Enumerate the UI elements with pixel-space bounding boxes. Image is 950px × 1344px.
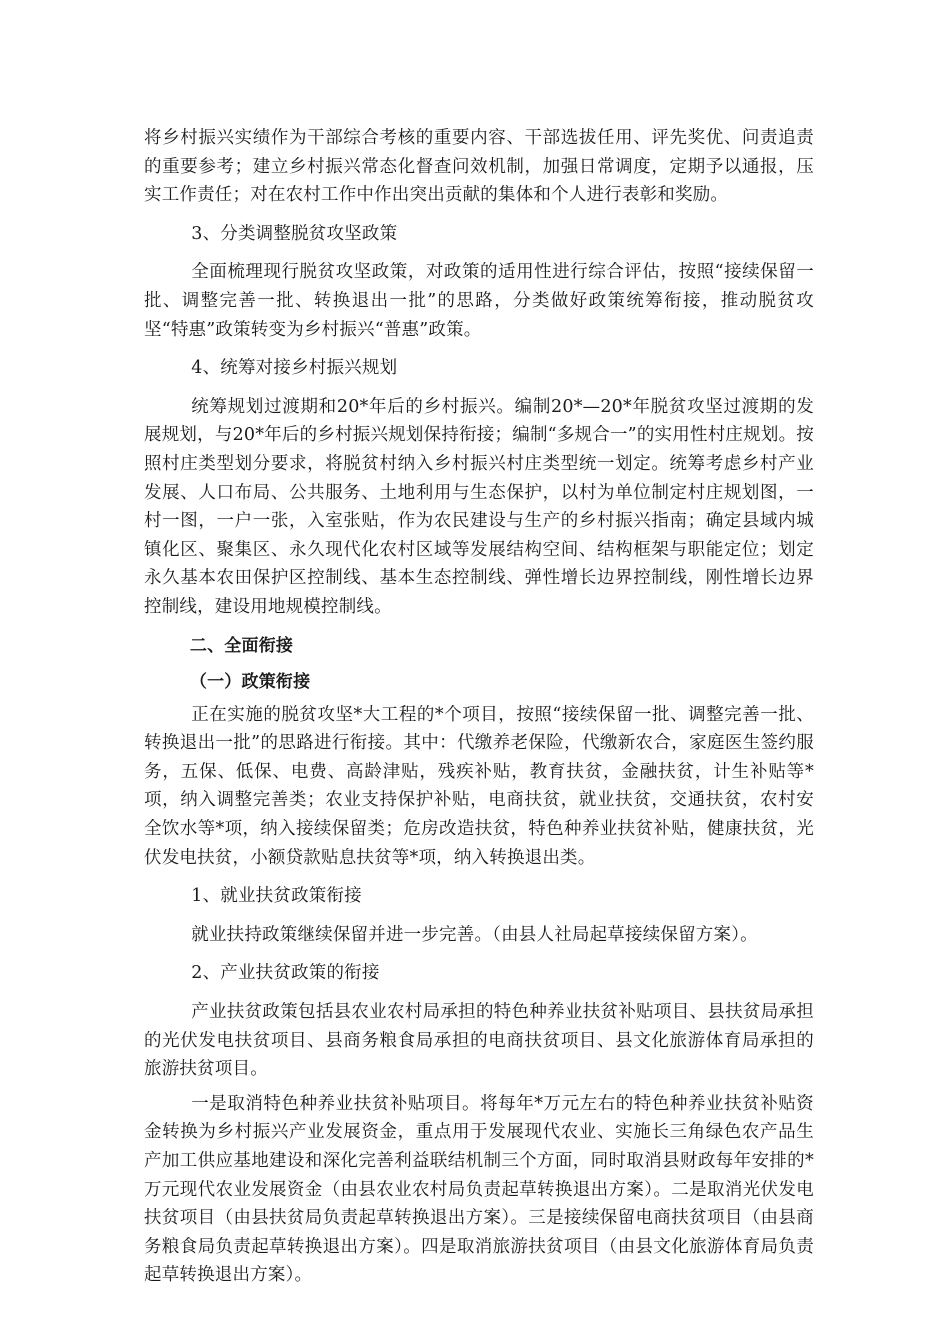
heading-4: 4、统筹对接乡村振兴规划 — [191, 358, 398, 379]
paragraph-intro: 将乡村振兴实绩作为干部综合考核的重要内容、干部选拔任用、评先奖优、问责追责的重要参考；建立乡村振兴常态化督查问效机制，加强日常调度，定期予以通报，压实工作责任；对在农村工作中作出突出贡献的集体和个人进行表彰和奖励。 — [144, 128, 814, 206]
paragraph-subsection-1: 正在实施的脱贫攻坚*大工程的*个项目，按照“接续保留一批、调整完善一批、转换退出一批”的思路进行衔接。其中：代缴养老保险，代缴新农合，家庭医生签约服务，五保、低保、电费、高龄津贴，残疾补贴，教育扶贫，金融扶贫，计生补贴等*项，纳入调整完善类；农业支持保护补贴，电商扶贫，就业扶贫，交通扶贫，农村安全饮水等*项，纳入接续保留类；危房改造扶贫，特色种养业扶贫补贴，健康扶贫，光伏发电扶贫，小额贷款贴息扶贫等*项，纳入转换退出类。 — [144, 704, 814, 868]
heading-3: 3、分类调整脱贫攻坚政策 — [191, 223, 398, 244]
paragraph-2: 产业扶贫政策包括县农业农村局承担的特色种养业扶贫补贴项目、县扶贫局承担的光伏发电扶贫项目、县商务粮食局承担的电商扶贫项目、县文化旅游体育局承担的旅游扶贫项目。 — [144, 1002, 814, 1080]
paragraph-2b: 一是取消特色种养业扶贫补贴项目。将每年*万元左右的特色种养业扶贫补贴资金转换为乡村振兴产业发展资金，重点用于发展现代农业、实施长三角绿色农产品生产加工供应基地建设和深化完善利益联结机制三个方面，同时取消县财政每年安排的*万元现代农业发展资金（由县农业农村局负责起草转换退出方案）。二是取消光伏发电扶贫项目（由县扶贫局负责起草转换退出方案）。三是接续保留电商扶贫项目（由县商务粮食局负责起草转换退出方案）。四是取消旅游扶贫项目（由县文化旅游体育局负责起草转换退出方案）。 — [144, 1093, 814, 1286]
paragraph-3: 全面梳理现行脱贫攻坚政策，对政策的适用性进行综合评估，按照“接续保留一批、调整完善一批、转换退出一批”的思路，分类做好政策统筹衔接，推动脱贫攻坚“特惠”政策转变为乡村振兴“普惠”政策。 — [144, 262, 814, 340]
heading-2: 2、产业扶贫政策的衔接 — [191, 963, 380, 984]
heading-subsection-1: （一）政策衔接 — [189, 672, 311, 693]
paragraph-1: 就业扶持政策继续保留并进一步完善。（由县人社局起草接续保留方案）。 — [191, 924, 758, 945]
document-body — [144, 124, 814, 1290]
paragraph-4: 统筹规划过渡期和20*年后的乡村振兴。编制20*—20*年脱贫攻坚过渡期的发展规划，与20*年后的乡村振兴规划保持衔接；编制“多规合一”的实用性村庄规划。按照村庄类型划分要求，将脱贫村纳入乡村振兴村庄类型统一划定。统筹考虑乡村产业发展、人口布局、公共服务、土地利用与生态保护，以村为单位制定村庄规划图，一村一图，一户一张，入室张贴，作为农民建设与生产的乡村振兴指南；确定县域内城镇化区、聚集区、永久现代化农村区域等发展结构空间、结构框架与职能定位；划定永久基本农田保护区控制线、基本生态控制线、弹性增长边界控制线，刚性增长边界控制线，建设用地规模控制线。 — [144, 396, 814, 617]
heading-section-2: 二、全面衔接 — [189, 635, 294, 656]
heading-1: 1、就业扶贫政策衔接 — [191, 886, 362, 907]
